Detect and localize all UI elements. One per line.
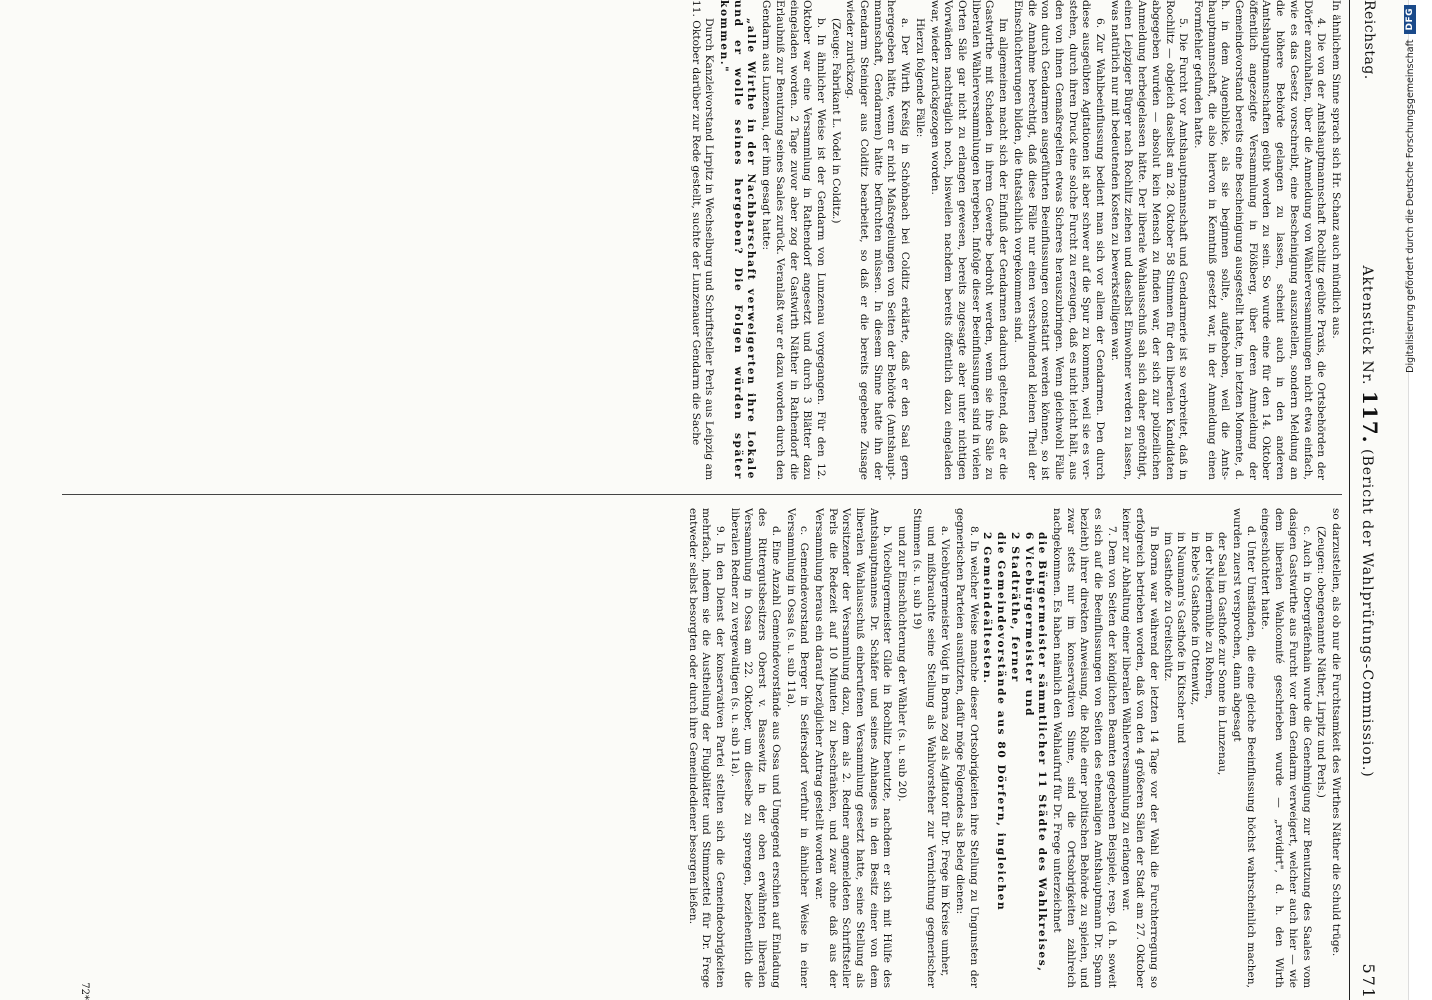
paragraph: In ähnlichem Sinne sprach sich Hr. Schanz auch mündlich aus.	[1330, 0, 1342, 339]
paragraph: 5. Die Furcht vor Amtshauptmannschaft und Gendarmerie ist so verbreitet, daß in Rochlitz — obgleich daselbst am 28. Oktober 58 Stimmen für den liberalen Kandidaten abgegeben wurden — absolut kein Mensch zu finden war, der sich zur polizeilichen Anmeldung herbeigelassen hätte. Der liberale Wahlausschuß sah sich daher genöthigt, einen Leipziger Bürger nach Rochlitz ziehen und daselbst Einwohner werden zu lassen, was natürlich nur mit bedeutenden Kosten zu bewerkstelligen war.	[1108, 0, 1190, 480]
right-text-column	[62, 508, 1342, 988]
header-prefix: Aktenstück Nr.	[1359, 265, 1376, 386]
rotated-document-page	[46, 0, 1386, 1000]
paragraph: b. Vicebürgermeister Gilde in Rochlitz benutzte, nachdem er sich mit Hülfe des Amtshauptmannes Dr. Schäfer und seines Anhanges in den Besitz einer von dem liberalen Wahlausschuß einberufenen Versammlung gesetzt hatte, seine Stellung als Vorsitzender der Versammlung dazu, dem als 2. Redner angemeldeten Schriftsteller Perls die Redezeit auf 10 Minuten zu beschränken, und zwar ohne daß aus der Versammlung heraus ein darauf bezüglicher Antrag gestellt worden war.	[812, 508, 894, 988]
paragraph: (Zeuge: Fabrikant L. Vodel in Colditz.)	[829, 18, 842, 224]
quoted-statement: „alle Wirthe in der Nachbarschaft verweigerten ihre Lokale und er wolle seines hergeben? Die Folgen würden später kommen."	[718, 0, 758, 480]
paragraph: und mißbrauchte seine Stellung als Wahlvorsteher zur Vernichtung gegnerischer Stimmen (s. u. sub 19)	[910, 508, 937, 988]
list-item: der Saal im Gasthofe zur Sonne in Lunzenau,	[1216, 532, 1229, 776]
list-item: 2 Gemeindeältesten.	[981, 532, 994, 685]
paragraph: d. Eine Anzahl Gemeindevorstände aus Ossa und Umgegend erschien auf Einladung des Rittergutsbesitzers Oberst v. Bassewitz in der oben erwähnten liberalen Versammlung in Ossa am 22. Oktober, um dieselbe zu sprengen, beziehentlich die liberalen Redner zu vergewaltigen (s. u. sub 11a).	[728, 508, 782, 988]
header-document-title	[1358, 265, 1383, 778]
list-item: die Gemeindevorstände aus 80 Dörfern, ingleichen	[995, 532, 1008, 912]
paragraph: c. Gemeindevorstand Berger in Seifersdorf verfuhr in ähnlicher Weise in einer Versammlung in Ossa (s. u. sub 11a).	[784, 508, 811, 988]
paragraph: 4. Die von der Amtshauptmannschaft Rochlitz geübte Praxis, die Ortsbehörden der Dörfer anzuhalten, über die Anmeldung von Wählerversammlungen nicht etwa einfach, wie es das Gesetz vorschreibt, eine Bescheinigung auszustellen, sondern Meldung an die höhere Behörde gelangen zu lassen, scheint auch in den anderen Amtshauptmannschaften geübt worden zu sein. So wurde eine für den 14. Oktober öffentlich angezeigte Versammlung in Flößberg, über deren Anmeldung der Gemeindevorstand bereits eine Bescheinigung ausgestellt hatte, im letzten Momente, d. h. in dem Augenblicke, als sie beginnen sollte, aufgehoben, weil die Amtshauptmannschaft, die also hiervon in Kenntniß gesetzt war, in der Anmeldung einen Formfehler gefunden hatte.	[1191, 0, 1328, 480]
list-item: in Rebe's Gasthofe in Ottenwitz,	[1188, 532, 1201, 706]
paragraph: Im allgemeinen macht sich der Einfluß der Gendarmen dadurch geltend, daß er die Gastwirthe mit Schaden in ihrem Gewerbe bedroht werden, wenn sie ihre Säle zu liberalen Wählerversammlungen hergeben. Infolge dieser Beeinflussungen sind in vielen Orten Säle gar nicht zu erlangen gewesen, bereits zugesagte aber unter nichtigen Vorwänden nachträglich noch, bisweilen nachdem bereits öffentlich dazu eingeladen war, wieder zurückgezogen worden.	[928, 0, 1010, 480]
dfg-logo: DFG	[1404, 5, 1416, 34]
list-item: 6 Vicebürgermeister und	[1022, 532, 1035, 718]
paragraph: Hierzu folgende Fälle:	[913, 18, 926, 138]
paragraph: 9. In den Dienst der konservativen Partei stellten sich die Gemeindeobrigkeiten mehrfach, indem sie die Austheilung der Flugblätter und Stimmzettel für Dr. Frege entweder selbst besorgten oder durch ihre Gemeindediener besorgen ließen.	[686, 508, 727, 988]
credit-text: Digitalisierung gefördert durch die Deutsche Forschungsgemeinschaft	[1404, 39, 1416, 373]
venue-list	[1160, 532, 1229, 988]
paragraph: a. Der Wirth Kreßig in Schönbach bei Colditz erklärte, daß er den Saal gern hergegeben hätte, wenn er nicht Maßregelungen von Seiten der Behörde (Amtshauptmannschaft, Gendarmen) hätte befürchten müssen. In diesem Sinne hatte ihn der Gendarm Steiniger aus Colditz bearbeitet, so daß er die bereits gegebene Zusage wieder zurückzog.	[844, 0, 912, 480]
paragraph: b. In ähnlicher Weise ist der Gendarm von Lunzenau vorgegangen. Für den 12. Oktober war eine Versammlung in Rathendorf angesetzt und durch 3 Blätter dazu eingeladen worden. 2 Tage zuvor aber zog der Gastwirth Näther in Rathendorf die Erlaubniß zur Benutzung seines Saales zurück. Veranlaßt war er dazu worden durch den Gendarm aus Lunzenau, der ihm gesagt hatte:	[760, 0, 827, 480]
header-left-title: Reichstag.	[1360, 0, 1377, 80]
page-header	[1349, 0, 1386, 1000]
signature-mark: 72*	[79, 982, 90, 1000]
column-divider	[62, 494, 1342, 495]
paragraph: und zur Einschüchterung der Wähler (s. u. sub 20).	[896, 526, 909, 802]
paragraph: so darzustellen, als ob nur die Furchtsamkeit des Wirthes Näther die Schuld trüge.	[1330, 508, 1342, 957]
paragraph: 8. In welcher Weise manche dieser Ortsobrigkeiten ihre Stellung zu Ungunsten der gegnerischen Parteien ausnützten, dafür möge Folgendes als Beleg dienen:	[954, 508, 980, 988]
page-number: 571	[1358, 963, 1378, 1000]
header-suffix: (Bericht der Wahlprüfungs-Commission.)	[1359, 449, 1376, 778]
signatory-list	[980, 532, 1049, 988]
list-item: im Gasthofe zu Greitschütz.	[1161, 532, 1174, 682]
paragraph: Durch Kanzleivorstand Lirpitz in Wechselburg und Schriftsteller Perls aus Leipzig am 11. Oktober darüber zur Rede gestellt, suchte der Lunzenauer Gendarm die Sache	[689, 0, 716, 480]
list-item: die Bürgermeister sämmtlicher 11 Städte des Wahlkreises,	[1036, 532, 1049, 973]
list-item: 2 Stadträthe, ferner	[1008, 532, 1021, 683]
header-number: 117.	[1358, 390, 1383, 444]
list-item: in der Niedermühle zu Rohren,	[1202, 532, 1215, 700]
paragraph: c. Auch in Obergräfenhain wurde die Genehmigung zur Benutzung des Saales vom dasigen Gastwirthe aus Furcht vor dem Gendarm verweigert, welcher auch hier — wie dem liberalen Wahlcomité geschrieben wurde — „revidirt", d. h. den Wirth eingeschüchtert hatte.	[1259, 508, 1313, 988]
paragraph: In Borna war während der letzten 14 Tage vor der Wahl die Furchterregung so erfolgreich betrieben worden, daß von den 4 größeren Sälen der Stadt am 27. Oktober keiner zur Abhaltung einer liberalen Wählerversammlung zu erlangen war.	[1120, 508, 1160, 988]
paragraph: 6. Zur Wahlbeeinflussung bedient man sich vor allem der Gendarmen. Den durch diese ausgeübten Agitationen ist aber schwer auf die Spur zu kommen, weil sie es verstehen, durch ihren Druck eine solche Furcht zu erzeugen, daß es nicht leicht hält, aus den von ihnen Gemaßregelten etwas Sicheres herauszubringen. Wenn gleichwohl Fälle von durch Gendarmen ausgeführten Beeinflussungen constatirt werden können, so ist die Annahme berechtigt, daß diese Fälle nur einen verschwindend kleinen Theil der Einschüchterungen bilden, die thatsächlich vorgekommen sind.	[1011, 0, 1107, 480]
paragraph: 7. Dem von Seiten der königlichen Beamten gegebenen Beispiele, resp. (d. h. soweit es sich auf die Beeinflussungen von Seiten des ehemaligen Amtshauptmann Dr. Spann bezieht) ihrer direkten Anweisung, die Rolle einer politischen Behörde zu spielen, und zwar stets nur im konservativen Sinne, sind die Ortsobrigkeiten zahlreich nachgekommen. Es haben nämlich den Wahlaufruf für Dr. Frege unterzeichnet	[1050, 508, 1118, 988]
paragraph: a. Vicebürgermeister Voigt in Borna zog als Agitator für Dr. Frege im Kreise umher,	[939, 526, 952, 977]
digitization-credit	[1404, 5, 1416, 985]
left-text-column	[62, 0, 1342, 480]
paragraph: d. Unter Umständen, die eine gleiche Beeinflussung höchst wahrscheinlich machen, wurden zuerst versprochen, dann abgesagt	[1231, 508, 1257, 988]
paragraph: (Zeugen: obengenannte Näther, Lirpitz und Perls.)	[1315, 526, 1328, 798]
list-item: in Naumann's Gasthofe in Kitscher und	[1175, 532, 1188, 744]
